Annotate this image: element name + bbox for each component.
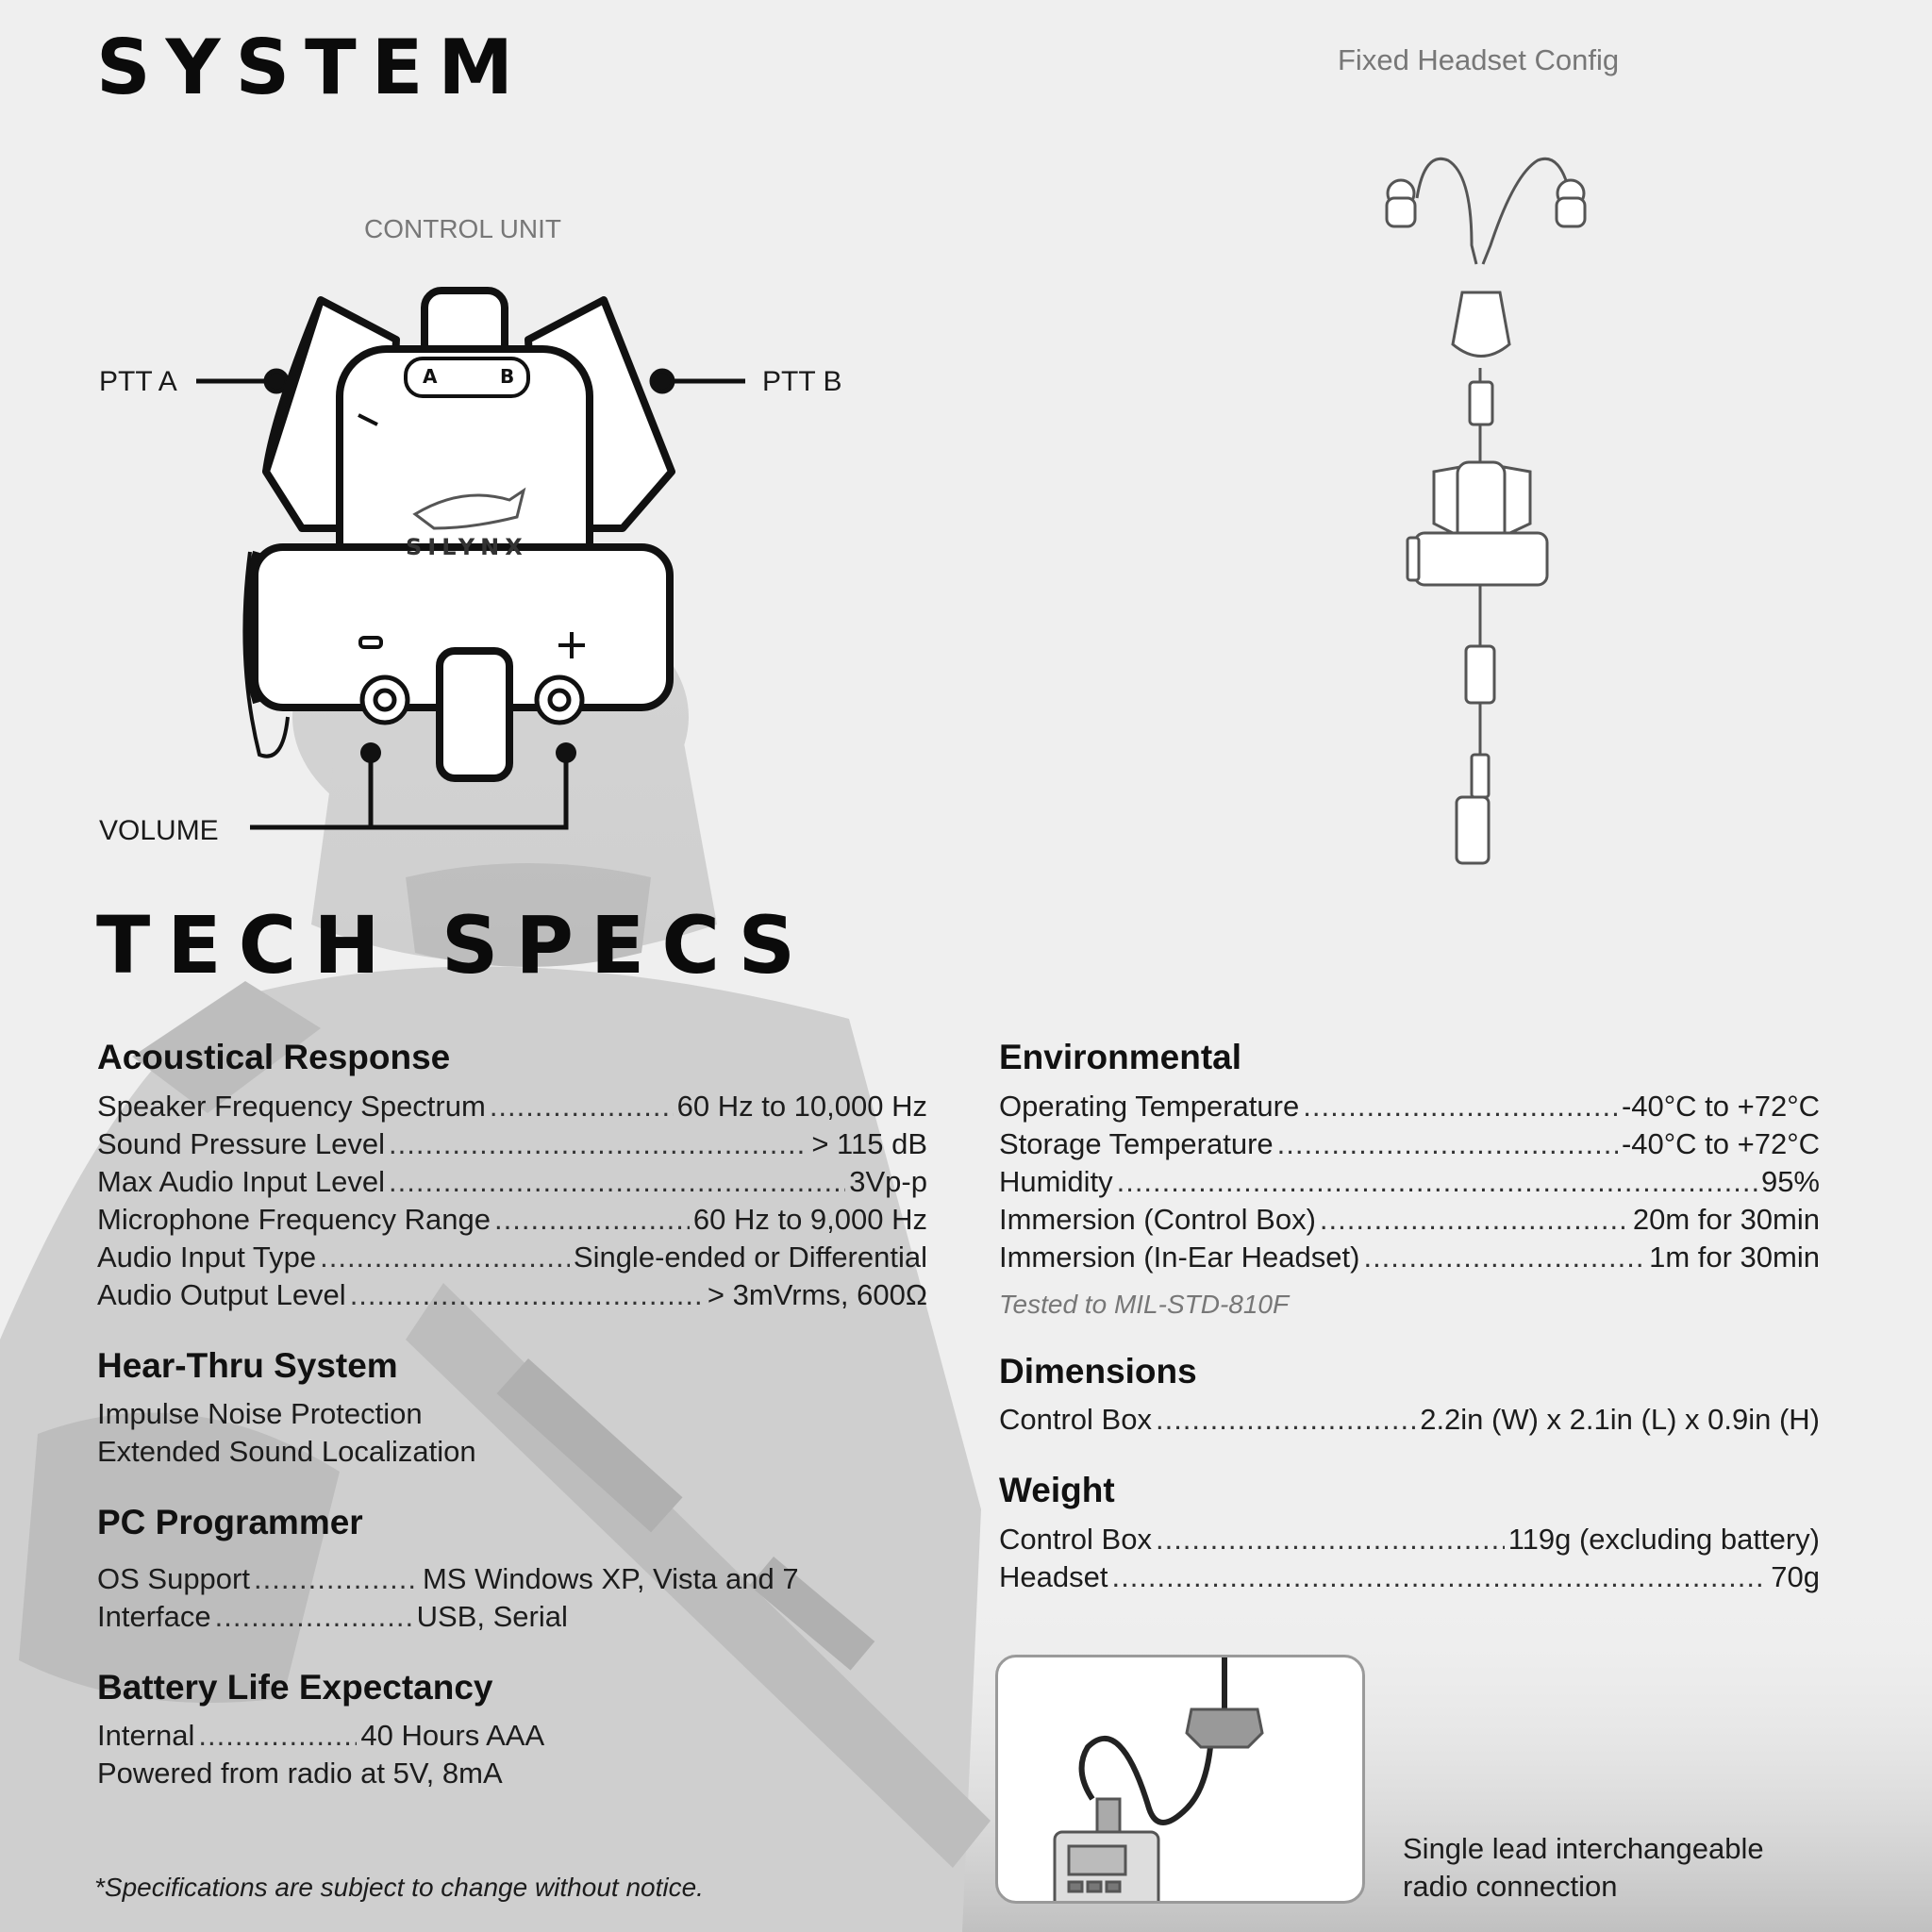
specs-disclaimer: *Specifications are subject to change without notice. (94, 1873, 704, 1902)
dimensions-section (999, 1352, 1820, 1440)
spec-row: Headset ..... 70g (999, 1558, 1820, 1596)
spec-row: Control Box ..... 119g (excluding battery) (999, 1521, 1820, 1558)
specs-left-column (97, 1038, 927, 1824)
system-heading: SYSTEM (96, 24, 528, 111)
spec-row: Interface ..... USB, Serial (97, 1598, 814, 1636)
tech-specs-heading: TECH SPECS (96, 899, 813, 991)
hear-thru-section (97, 1346, 927, 1472)
section-title: Battery Life Expectancy (97, 1667, 493, 1707)
feature-line: Powered from radio at 5V, 8mA (97, 1757, 503, 1790)
pc-programmer-section (97, 1503, 814, 1636)
weight-section (999, 1471, 1820, 1596)
environmental-section (999, 1038, 1820, 1320)
feature-line: Impulse Noise Protection (97, 1397, 423, 1431)
spec-row: Sound Pressure Level ..... > 115 dB (97, 1125, 927, 1163)
control-unit-illustration (0, 0, 943, 849)
spec-row: Internal ..... 40 Hours AAA (97, 1717, 927, 1755)
spec-row: Max Audio Input Level ..... 3Vp-p (97, 1163, 927, 1201)
ptt-b-label: PTT B (762, 366, 842, 397)
radio-connection-image (995, 1655, 1365, 1904)
spec-row: Humidity ..... 95% (999, 1163, 1820, 1201)
section-title: Acoustical Response (97, 1038, 451, 1076)
radio-connection-caption: Single lead interchangeable radio connection (1403, 1832, 1764, 1903)
spec-row: OS Support ..... MS Windows XP, Vista and 7 (97, 1560, 814, 1598)
spec-row: Microphone Frequency Range ..... 60 Hz to 9,000 Hz (97, 1201, 927, 1239)
fixed-headset-illustration (1358, 142, 1604, 887)
ptt-a-label: PTT A (99, 366, 177, 397)
volume-pointer (250, 755, 566, 827)
ptt-a-pointer (196, 371, 287, 391)
spec-row: Audio Input Type ..... Single-ended or Differential (97, 1239, 927, 1276)
volume-label: VOLUME (99, 815, 219, 846)
spec-row: Audio Output Level ..... > 3mVrms, 600Ω (97, 1276, 927, 1314)
mil-std-note: Tested to MIL-STD-810F (999, 1289, 1290, 1319)
silynx-logo-text: SILYNX (406, 534, 528, 560)
feature-line: Extended Sound Localization (97, 1435, 476, 1469)
spec-row: Operating Temperature ..... -40°C to +72°C (999, 1088, 1820, 1125)
battery-life-section (97, 1668, 927, 1793)
control-unit-label: CONTROL UNIT (364, 214, 561, 243)
section-title: Dimensions (999, 1351, 1197, 1391)
spec-row: Speaker Frequency Spectrum ..... 60 Hz to 10,000 Hz (97, 1088, 927, 1125)
section-title: Weight (999, 1471, 1115, 1510)
radio-cable-icon (998, 1657, 1362, 1901)
spec-row: Control Box ..... 2.2in (W) x 2.1in (L) x 0.9in (H) (999, 1401, 1820, 1439)
specs-right-column (999, 1038, 1820, 1628)
spec-row: Immersion (Control Box) ..... 20m for 30min (999, 1201, 1820, 1239)
spec-row: Storage Temperature ..... -40°C to +72°C (999, 1125, 1820, 1163)
button-a-letter: A (423, 365, 438, 388)
section-title: Hear-Thru System (97, 1345, 398, 1385)
button-b-letter: B (500, 365, 515, 388)
ptt-b-pointer (652, 371, 745, 391)
spec-row: Immersion (In-Ear Headset) ..... 1m for 30min (999, 1239, 1820, 1276)
section-title: Environmental (999, 1038, 1241, 1076)
headset-config-label: Fixed Headset Config (1338, 43, 1620, 76)
section-title: PC Programmer (97, 1503, 363, 1542)
acoustical-response-section (97, 1038, 927, 1314)
